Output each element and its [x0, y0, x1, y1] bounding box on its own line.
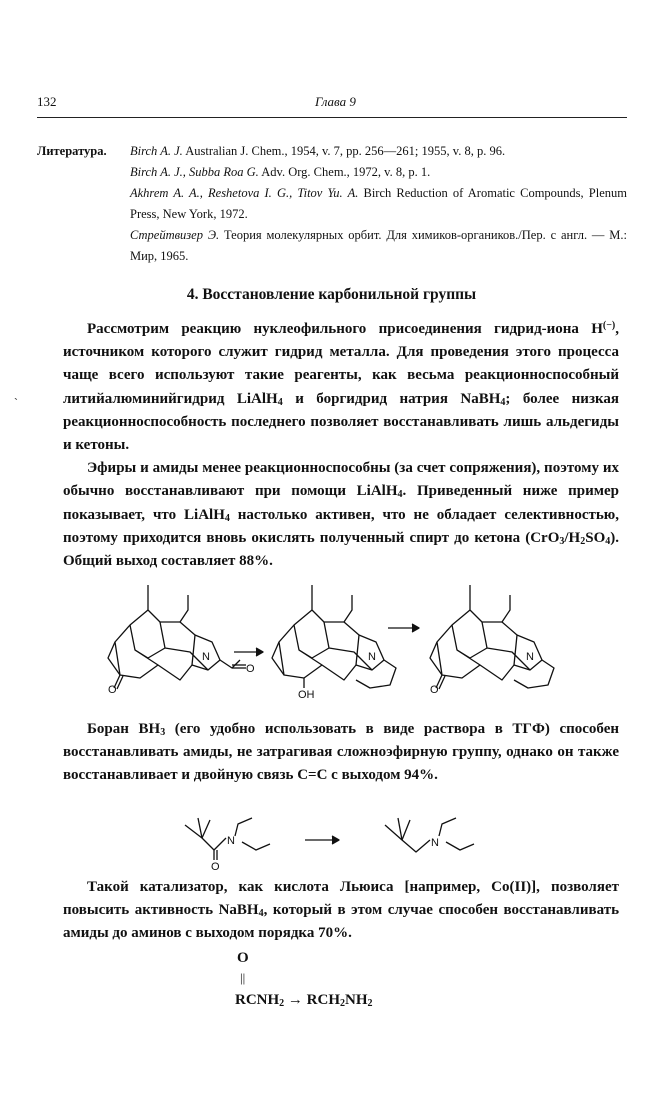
reference-authors: Birch A. J. — [130, 144, 183, 158]
reaction-arrow-head — [412, 624, 419, 632]
reaction-arrow-head — [256, 648, 263, 656]
text-run: ; более низкая реакционноспособность последнего позволяет восстанавливать лишь альдегиды и кетоны. — [63, 390, 620, 454]
atom-label-nitrogen: N — [526, 651, 534, 663]
running-head: Глава 9 — [315, 94, 356, 109]
reaction-scheme-amide — [180, 810, 500, 870]
equation-reactant: RCNH — [235, 992, 280, 1008]
subscript: 2 — [340, 998, 346, 1009]
text-run: Эфиры и амиды менее реакционноспособны (за счет сопряжения), поэтому их обычно восстанавливают при помощи LiAlH — [63, 460, 619, 500]
atom-label-oxygen: O — [430, 684, 439, 696]
text-run: (его удобно использовать в виде раствора в ТГФ) способен восстанавливать амиды, не затрагивая сложноэфирную группу, однако он также восстанавливает и двойную связь C=C с выходом 94%. — [63, 721, 620, 784]
molecule-keto-lactam — [108, 585, 246, 689]
references-list — [130, 141, 627, 267]
subscript: 4 — [397, 489, 403, 501]
paragraph-hydride — [63, 318, 619, 457]
margin-mark: ˴ — [14, 390, 18, 404]
paragraph-borane — [63, 718, 619, 788]
molecule-amino-alcohol — [272, 585, 396, 688]
equation-product: RCH — [306, 992, 341, 1008]
atom-label-nitrogen: N — [202, 651, 210, 663]
reference-item — [130, 225, 627, 267]
molecule-amine — [385, 818, 474, 852]
atom-label-nitrogen: N — [431, 837, 439, 849]
body-text-top — [63, 318, 619, 573]
atom-label-nitrogen: N — [227, 835, 235, 847]
reference-item — [130, 141, 627, 162]
text-run: , который в этом случае способен восстанавливать амиды до аминов с выходом порядка 70%. — [63, 902, 620, 942]
subscript: 4 — [605, 535, 611, 547]
text-run: Рассмотрим реакцию нуклеофильного присоединения гидрид-иона H — [87, 321, 603, 337]
text-run: ). Общий выход составляет 88%. — [63, 529, 619, 570]
section-title: 4. Восстановление карбонильной группы — [186, 286, 477, 303]
subscript: 2 — [580, 535, 586, 547]
equation-oxygen: O — [237, 950, 249, 966]
reference-authors: Akhrem A. A., Reshetova I. G., Titov Yu. A. — [130, 186, 359, 200]
amide-reduction-equation — [235, 950, 435, 1020]
atom-label-oxygen: O — [108, 684, 117, 696]
paragraph-esters-amides — [63, 457, 619, 573]
molecule-keto-amine — [430, 585, 554, 689]
reaction-scheme-lactam — [100, 580, 580, 705]
subscript: 4 — [277, 396, 283, 408]
reference-item — [130, 162, 627, 183]
equation-line — [235, 992, 373, 1009]
text-run: настолько активен, что не обладает селективностью, поэтому приходится вновь окислять полученный спирт до кетона (CrO — [63, 506, 619, 546]
subscript: 4 — [224, 512, 230, 524]
reaction-arrow-head — [332, 836, 339, 844]
reference-text: Birch Reduction of Aromatic Compounds, Plenum Press, New York, 1972. — [130, 186, 627, 221]
text-run: , источником которого служит гидрид металла. Для проведения этого процесса чаще всего используют такие реагенты, как весьма реакционноспособный литийалюминийгидрид LiAlH — [63, 321, 619, 407]
subscript: 2 — [367, 998, 373, 1009]
subscript: 3 — [559, 535, 565, 547]
text-run: /H — [564, 529, 581, 546]
reference-item — [130, 183, 627, 225]
subscript: 4 — [500, 396, 506, 408]
text-run: Боран BH — [87, 721, 161, 737]
atom-label-oxygen: O — [211, 861, 220, 870]
subscript: 3 — [160, 727, 166, 738]
subscript: 2 — [279, 998, 285, 1009]
reference-text: Australian J. Chem., 1954, v. 7, pp. 256—261; 1955, v. 8, p. 96. — [182, 144, 506, 158]
equation-product: NH — [345, 992, 368, 1008]
reference-text: Adv. Org. Chem., 1972, v. 8, p. 1. — [258, 165, 431, 179]
body-text-lewis-acid — [63, 876, 619, 946]
equation-double-bond: || — [240, 970, 246, 985]
page-header — [37, 94, 627, 114]
reference-authors: Birch A. J., Subba Roa G. — [130, 165, 259, 179]
atom-label-hydroxyl: OH — [298, 689, 315, 701]
text-run: Такой катализатор, как кислота Льюиса [например, Co(II)], позволяет повысить активность NaBH — [63, 879, 619, 919]
superscript: (−) — [602, 320, 616, 331]
reference-text: Теория молекулярных орбит. Для химиков-органиков./Пер. с англ. — М.: Мир, 1965. — [130, 228, 627, 263]
header-rule — [37, 117, 627, 118]
text-run: SO — [585, 529, 606, 546]
paragraph-lewis-acid — [63, 876, 619, 946]
text-run: . Приведенный ниже пример показывает, что LiAlH — [63, 483, 619, 523]
references-label: Литература. — [37, 144, 107, 158]
atom-label-oxygen: O — [246, 663, 255, 675]
equation-arrow: → — [287, 992, 303, 1008]
reference-authors: Стрейтвизер Э. — [130, 228, 220, 242]
page-number: 132 — [37, 94, 57, 109]
text-run: и боргидрид натрия NaBH — [282, 390, 501, 407]
subscript: 4 — [258, 908, 264, 920]
atom-label-nitrogen: N — [368, 651, 376, 663]
body-text-borane — [63, 718, 619, 788]
